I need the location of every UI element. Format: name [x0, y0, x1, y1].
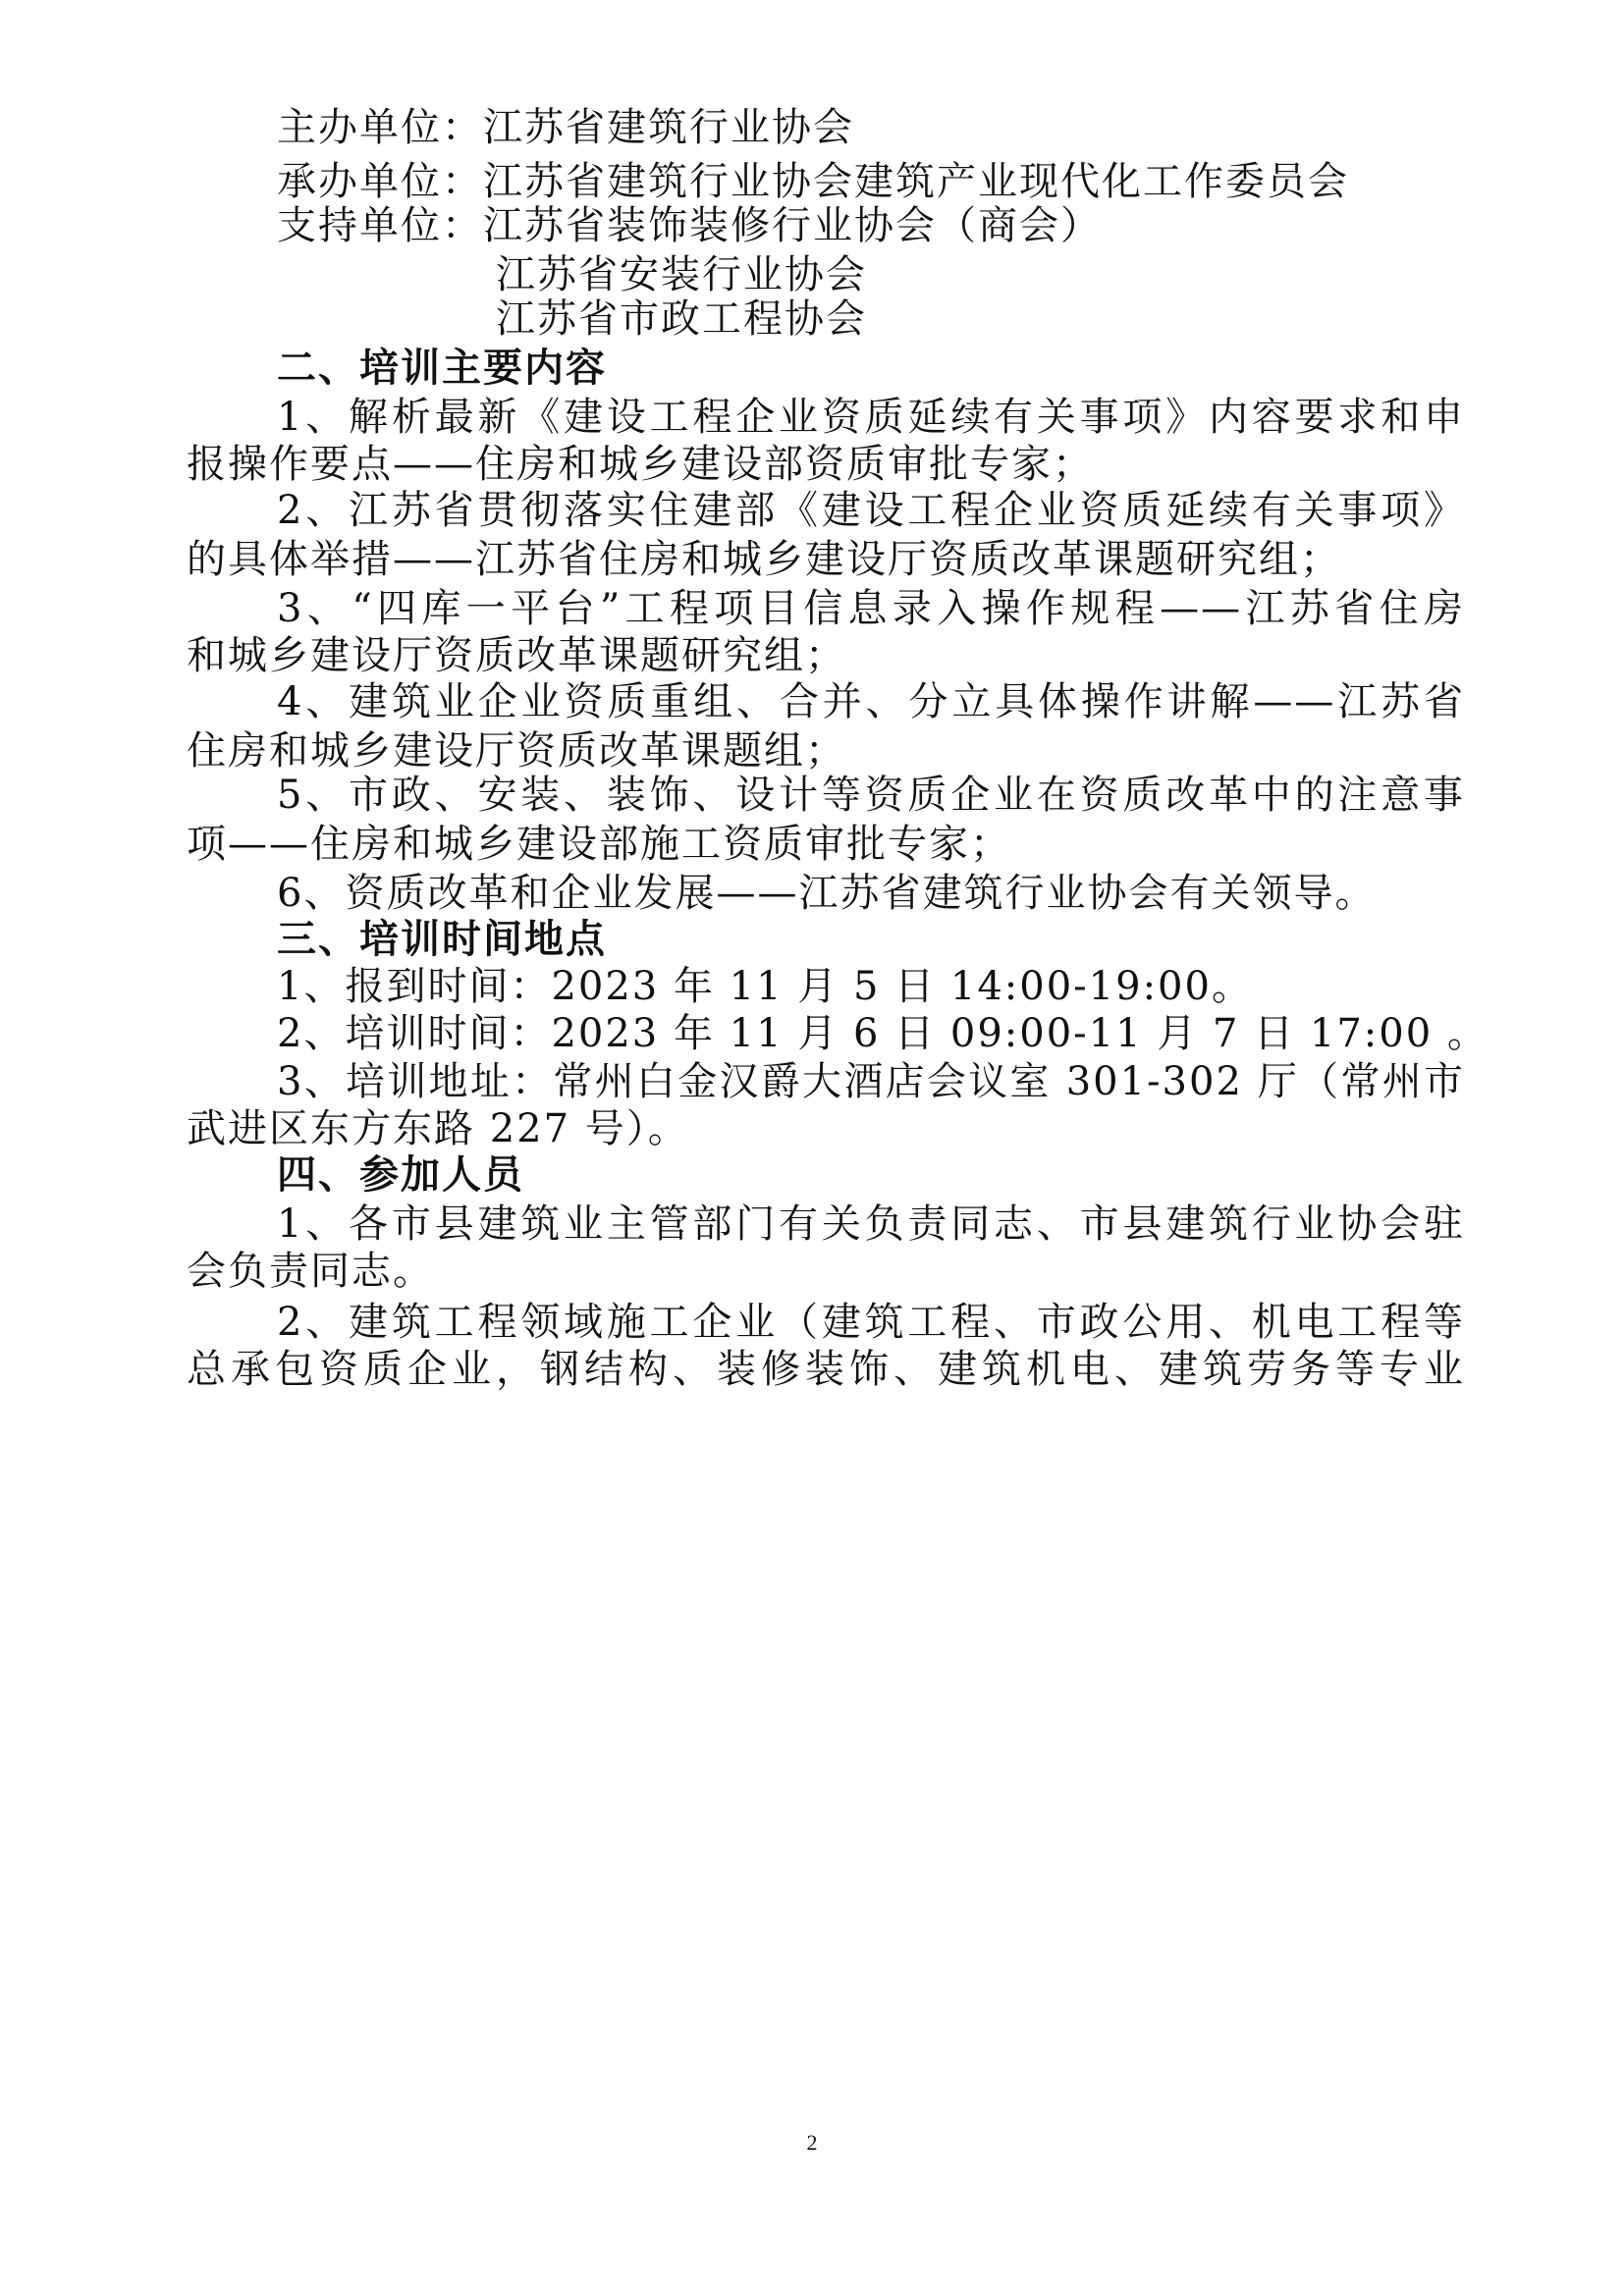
people-item-2-line-1: 2、建筑工程领域施工企业（建筑工程、市政公用、机电工程等	[277, 1300, 1465, 1345]
time-item-2: 2、培训时间：2023 年 11 月 6 日 09:00-11 月 7 日 17:00 。	[277, 1011, 1489, 1056]
host-unit-line: 主办单位：江苏省建筑行业协会	[277, 105, 854, 150]
content-item-4-line-2: 住房和城乡建设厅资质改革课题组；	[187, 728, 846, 774]
organizer-unit-line: 承办单位：江苏省建筑行业协会建筑产业现代化工作委员会	[277, 159, 1349, 204]
time-item-3-line-2: 武进区东方东路 227 号）。	[187, 1106, 689, 1151]
people-item-1-line-2: 会负责同志。	[187, 1249, 434, 1294]
content-item-6: 6、资质改革和企业发展——江苏省建筑行业协会有关领导。	[277, 871, 1377, 916]
section-heading-people: 四、参加人员	[277, 1152, 524, 1198]
people-item-2-line-2: 总承包资质企业，钢结构、装修装饰、建筑机电、建筑劳务等专业	[187, 1347, 1465, 1392]
section-heading-time: 三、培训时间地点	[277, 917, 607, 962]
page-number: 2	[806, 2130, 818, 2155]
support-unit-line-3: 江苏省市政工程协会	[496, 296, 867, 342]
content-item-1-line-1: 1、解析最新《建设工程企业资质延续有关事项》内容要求和申	[277, 395, 1465, 440]
content-item-2-line-1: 2、江苏省贯彻落实住建部《建设工程企业资质延续有关事项》	[277, 488, 1465, 533]
content-item-5-line-2: 项——住房和城乡建设部施工资质审批专家；	[187, 822, 1011, 867]
content-item-1-line-2: 报操作要点——住房和城乡建设部资质审批专家；	[187, 442, 1094, 487]
time-item-3-line-1: 3、培训地址：常州白金汉爵大酒店会议室 301-302 厅（常州市	[277, 1059, 1465, 1104]
content-item-3-line-1: 3、“四库一平台”工程项目信息录入操作规程——江苏省住房	[277, 586, 1465, 631]
content-item-4-line-1: 4、建筑业企业资质重组、合并、分立具体操作讲解——江苏省	[277, 679, 1465, 724]
content-item-2-line-2: 的具体举措——江苏省住房和城乡建设厅资质改革课题研究组；	[187, 537, 1341, 582]
section-heading-content: 二、培训主要内容	[277, 346, 607, 391]
people-item-1-line-1: 1、各市县建筑业主管部门有关负责同志、市县建筑行业协会驻	[277, 1201, 1465, 1247]
content-item-3-line-2: 和城乡建设厅资质改革课题研究组；	[187, 633, 846, 678]
time-item-1: 1、报到时间：2023 年 11 月 5 日 14:00-19:00。	[277, 964, 1253, 1009]
content-item-5-line-1: 5、市政、安装、装饰、设计等资质企业在资质改革中的注意事	[277, 773, 1465, 818]
support-unit-line-2: 江苏省安装行业协会	[496, 252, 867, 297]
support-unit-line: 支持单位：江苏省装饰装修行业协会（商会）	[277, 203, 1102, 248]
